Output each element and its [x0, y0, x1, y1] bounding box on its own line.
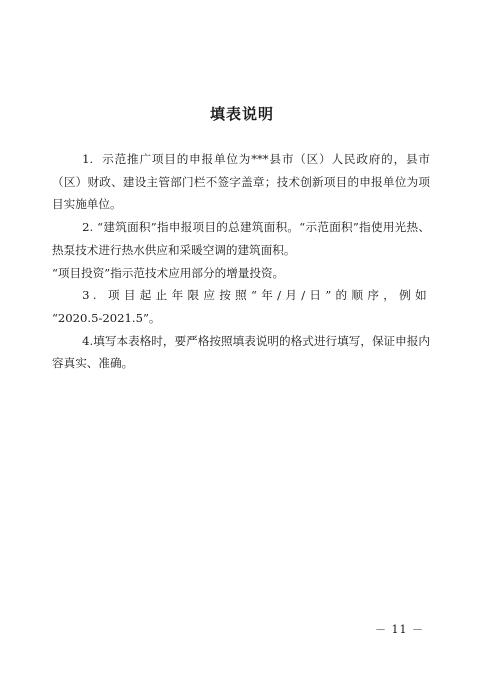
instruction-item-4: 4.填写本表格时，要严格按照填表说明的格式进行填写，保证申报内容真实、准确。	[52, 333, 430, 371]
page-number: － 11 －	[375, 623, 424, 636]
page-title: 填表说明	[209, 105, 274, 123]
instruction-item-1: 1. 示范推广项目的申报单位为***县市（区）人民政府的，县市（区）财政、建设主管部门栏不签字盖章；技术创新项目的申报单位为项目实施单位。	[52, 152, 430, 212]
instruction-item-3-line-2: “2020.5-2021.5”。	[52, 310, 161, 325]
instructions-body	[52, 148, 430, 375]
instruction-item-2: 2. “建筑面积”指申报项目的总建筑面积。“示范面积”指使用光热、热泵技术进行热水供应和采暖空调的建筑面积。	[52, 220, 430, 257]
instruction-item-2-continued: “项目投资”指示范技术应用部分的增量投资。	[52, 265, 285, 280]
instruction-item-3-line-1: 3. 项目起止年限应按照“年/月/日”的顺序，例如	[82, 288, 430, 303]
